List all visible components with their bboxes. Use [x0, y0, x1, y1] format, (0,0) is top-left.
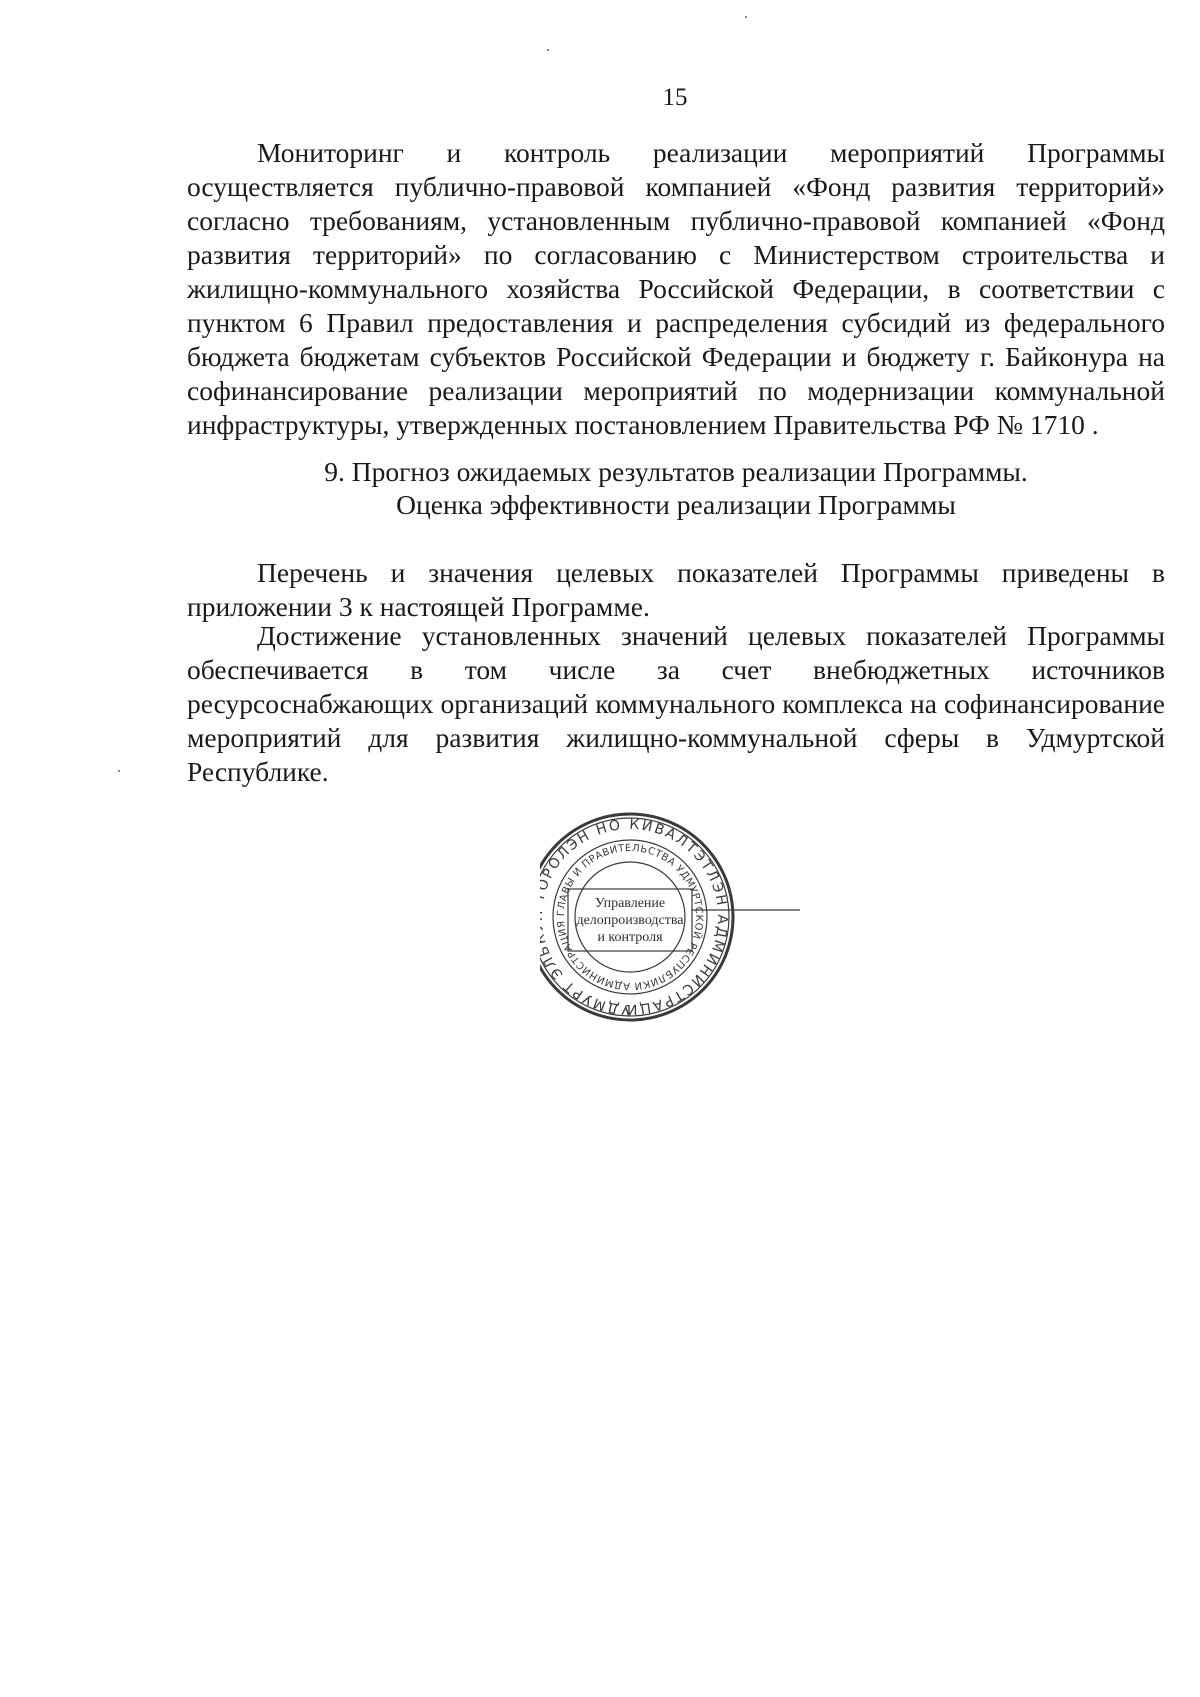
seal-box-line1: Управление [594, 896, 666, 911]
seal-outer-text: УДМУРТ ЭЛ РОЛЭН НО КИВАЛТЭТЛЭН АДМИНИСТРАЦИ [540, 816, 731, 1018]
section-heading-line1: 9. Прогноз ожидаемых результатов реализации Программы. [324, 456, 1028, 487]
paragraph-achievement: Достижение установленных значений целевых показателей Программы обеспечивается в том числе за счет внебюджетных источников ресурсоснабжающих организаций коммунального комплекса на софинансирование мероприятий для развития жилищно-коммунальной сферы в Удмуртской Республике. [187, 620, 1165, 787]
scan-speck [547, 49, 549, 51]
official-seal-graphic [540, 805, 800, 1030]
official-seal [540, 805, 800, 1030]
seal-inner-text: АДМИНИСТРАЦИЯ ГЛАВЫ И ПРАВИТЕЛЬСТВА УДМУРТСКОЙ РЕСПУБЛИКИ [555, 842, 705, 992]
paragraph-indicators: Перечень и значения целевых показателей Программы приведены в приложении 3 к настоящей Программе. [187, 557, 1165, 622]
scan-speck [118, 770, 120, 772]
page-number: 15 [662, 84, 688, 111]
seal-box-line3: и контроля [597, 930, 663, 945]
paragraph-monitoring: Мониторинг и контроль реализации мероприятий Программы осуществляется публично-правовой компанией «Фонд развития территорий» согласно требованиям, установленным публично-правовой компанией «Фонд развития территорий» по согласованию с Министерством строительства и жилищно-коммунального хозяйства Российской Федерации, в соответствии с пунктом 6 Правил предоставления и распределения субсидий из федерального бюджета бюджетам субъектов Российской Федерации и бюджету г. Байконура на софинансирование реализации мероприятий по модернизации коммунальной инфраструктуры, утвержденных постановлением Правительства РФ № 1710 . [187, 137, 1165, 440]
section-heading-line2: Оценка эффективности реализации Программы [396, 489, 956, 520]
seal-box-line2: делопроизводства [576, 913, 684, 928]
section-heading [187, 455, 1165, 521]
scan-speck [745, 16, 747, 18]
